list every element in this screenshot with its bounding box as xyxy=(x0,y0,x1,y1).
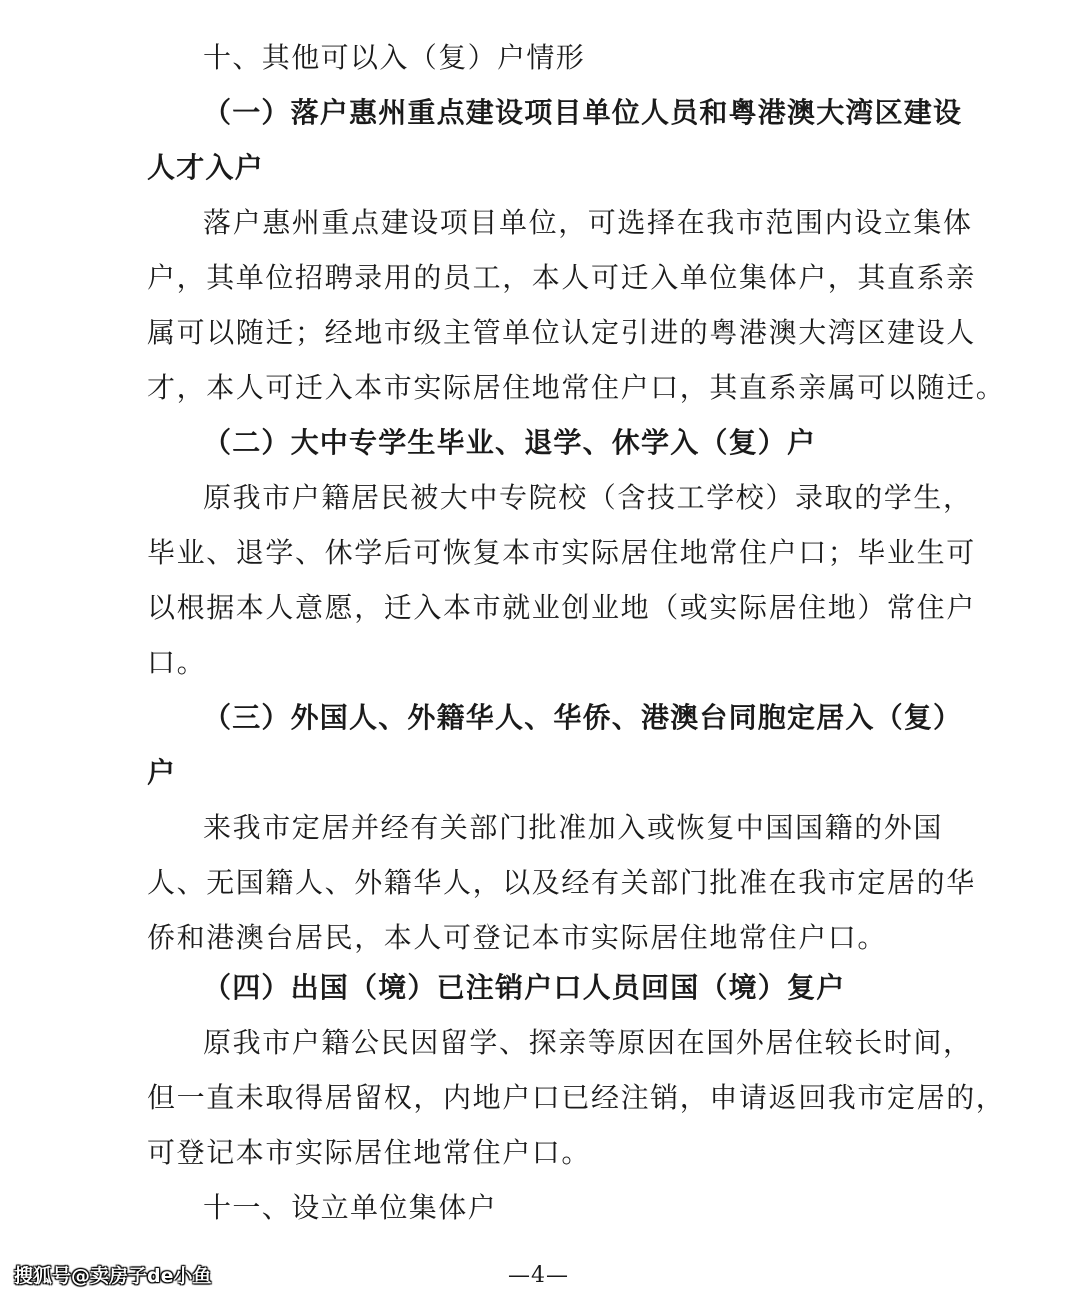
subsection-1-body-line-4: 才，本人可迁入本市实际居住地常住户口，其直系亲属可以随迁。 xyxy=(147,371,1006,404)
subsection-3-body-line-3: 侨和港澳台居民，本人可登记本市实际居住地常住户口。 xyxy=(147,921,888,954)
subsection-1-body-line-3: 属可以随迁；经地市级主管单位认定引进的粤港澳大湾区建设人 xyxy=(147,316,976,349)
subsection-2-body-line-1: 原我市户籍居民被大中专院校（含技工学校）录取的学生， xyxy=(203,481,973,514)
subsection-3-title-line-1: （三）外国人、外籍华人、华侨、港澳台同胞定居入（复） xyxy=(203,701,963,734)
subsection-1-title-line-1: （一）落户惠州重点建设项目单位人员和粤港澳大湾区建设 xyxy=(203,96,963,129)
subsection-3-body-line-2: 人、无国籍人、外籍华人，以及经有关部门批准在我市定居的华 xyxy=(147,866,976,899)
subsection-4-body-line-2: 但一直未取得居留权，内地户口已经注销，申请返回我市定居的， xyxy=(147,1081,1006,1114)
subsection-2-body-line-4: 口。 xyxy=(147,646,207,679)
subsection-1-body-line-2: 户，其单位招聘录用的员工，本人可迁入单位集体户，其直系亲 xyxy=(147,261,976,294)
page-number: —4— xyxy=(508,1263,569,1288)
subsection-4-body-line-3: 可登记本市实际居住地常住户口。 xyxy=(147,1136,592,1169)
subsection-2-body-line-3: 以根据本人意愿，迁入本市就业创业地（或实际居住地）常住户 xyxy=(147,591,976,624)
section-10-heading: 十、其他可以入（复）户情形 xyxy=(203,41,586,74)
page-footer xyxy=(0,1262,1080,1292)
subsection-1-body-line-1: 落户惠州重点建设项目单位，可选择在我市范围内设立集体 xyxy=(203,206,973,239)
subsection-4-title: （四）出国（境）已注销户口人员回国（境）复户 xyxy=(203,971,846,1004)
watermark: 搜狐号@卖房子de小鱼 xyxy=(14,1265,212,1287)
subsection-4-body-line-1: 原我市户籍公民因留学、探亲等原因在国外居住较长时间， xyxy=(203,1026,973,1059)
subsection-3-title-line-2: 户 xyxy=(147,756,177,789)
section-11-heading: 十一、设立单位集体户 xyxy=(203,1191,498,1224)
subsection-2-title: （二）大中专学生毕业、退学、休学入（复）户 xyxy=(203,426,817,459)
subsection-1-title-line-2: 人才入户 xyxy=(147,151,264,184)
subsection-3-body-line-1: 来我市定居并经有关部门批准加入或恢复中国国籍的外国 xyxy=(203,811,944,844)
subsection-2-body-line-2: 毕业、退学、休学后可恢复本市实际居住地常住户口；毕业生可 xyxy=(147,536,976,569)
